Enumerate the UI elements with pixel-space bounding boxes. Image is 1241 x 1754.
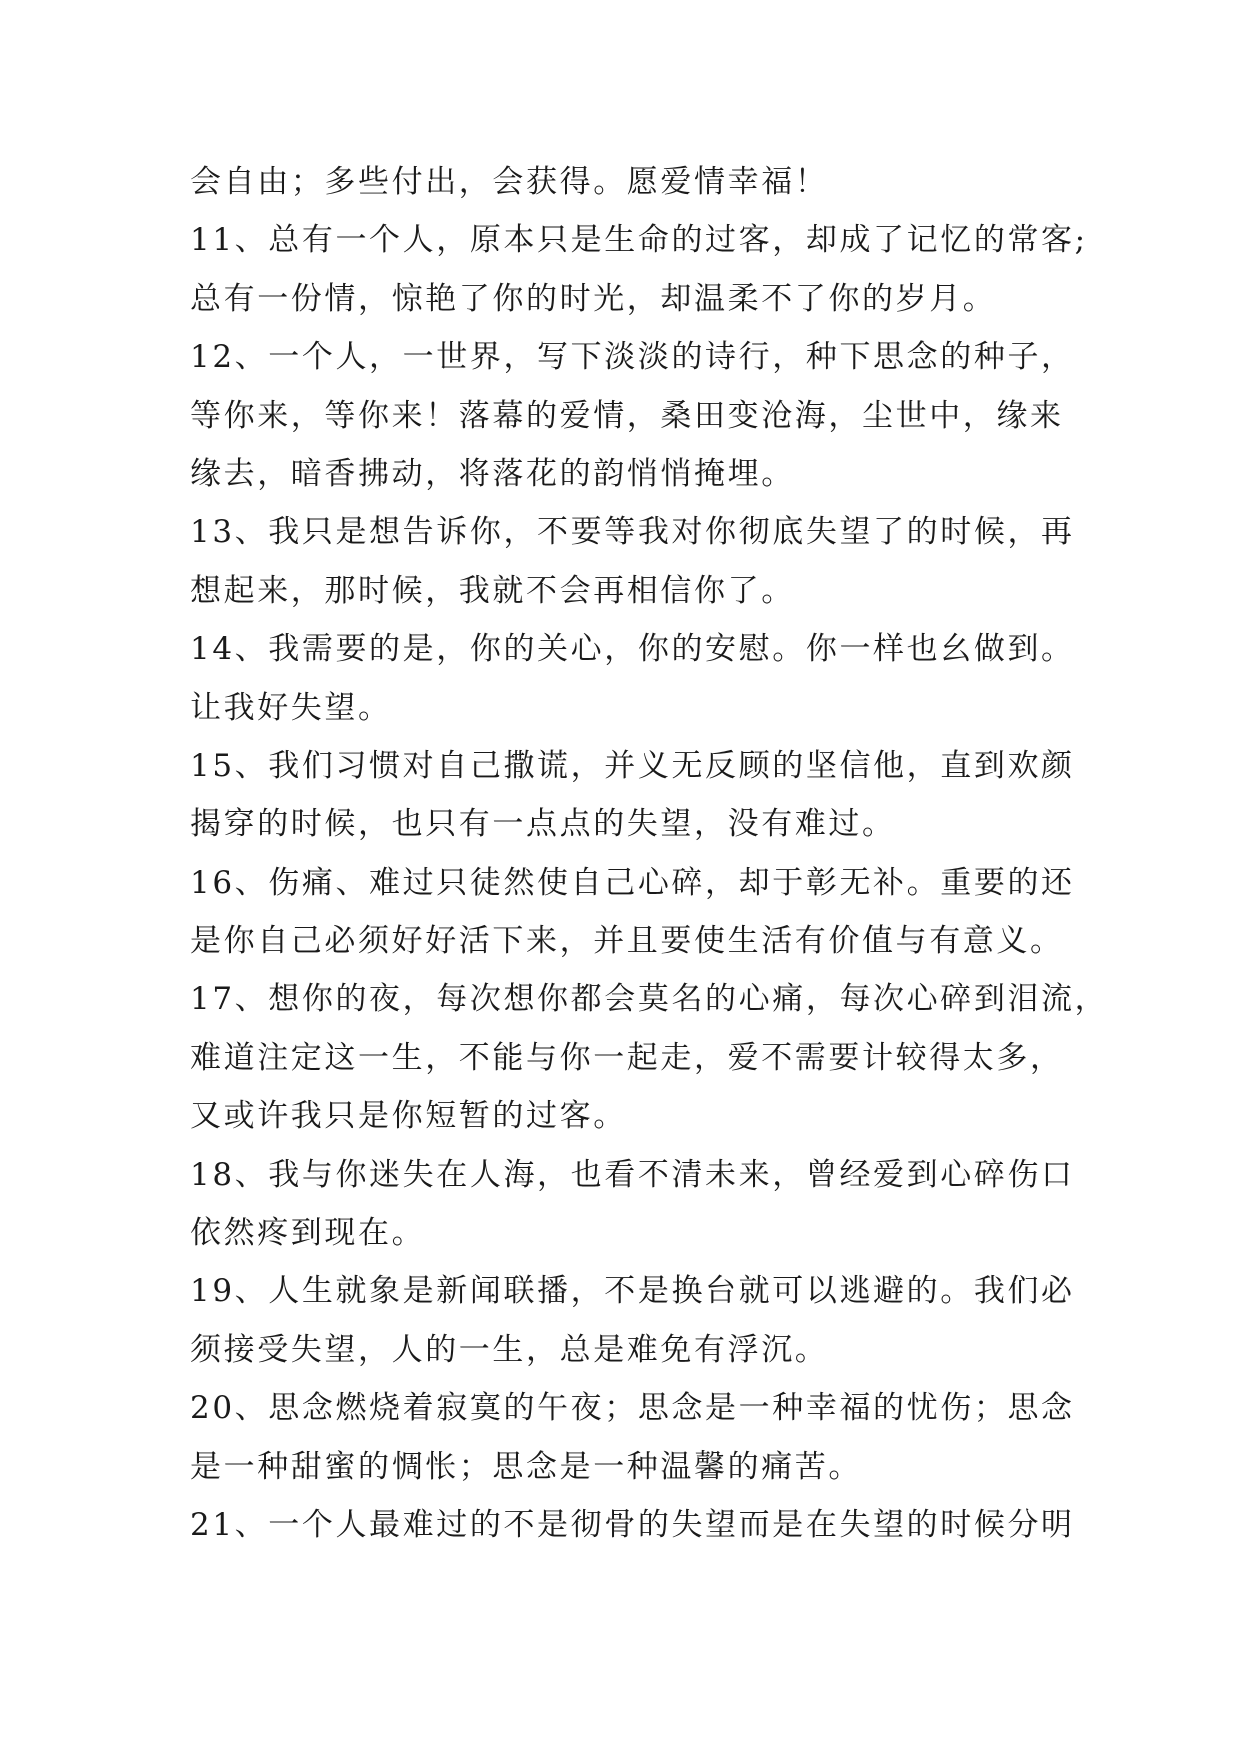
text-line: 14、我需要的是，你的关心，你的安慰。你一样也幺做到。 xyxy=(190,631,1075,668)
text-line: 揭穿的时候，也只有一点点的失望，没有难过。 xyxy=(190,806,896,843)
text-line: 16、伤痛、难过只徒然使自己心碎，却于彰无补。重要的还 xyxy=(190,864,1075,901)
text-line: 是一种甜蜜的惆怅；思念是一种温馨的痛苦。 xyxy=(190,1448,862,1485)
text-line: 难道注定这一生，不能与你一起走，爱不需要计较得太多， xyxy=(190,1039,1064,1076)
document-body xyxy=(190,153,1109,1554)
text-line: 17、想你的夜，每次想你都会莫名的心痛，每次心碎到泪流， xyxy=(190,981,1109,1018)
text-line: 依然疼到现在。 xyxy=(190,1215,426,1252)
text-line: 须接受失望，人的一生，总是难免有浮沉。 xyxy=(190,1331,829,1368)
text-line: 是你自己必须好好活下来，并且要使生活有价值与有意义。 xyxy=(190,923,1064,960)
text-line: 18、我与你迷失在人海，也看不清未来，曾经爱到心碎伤口 xyxy=(190,1156,1075,1193)
text-line: 让我好失望。 xyxy=(190,689,392,726)
text-line: 又或许我只是你短暂的过客。 xyxy=(190,1098,627,1135)
text-line: 缘去，暗香拂动，将落花的韵悄悄掩埋。 xyxy=(190,455,795,492)
text-line: 21、一个人最难过的不是彻骨的失望而是在失望的时候分明 xyxy=(190,1506,1075,1543)
text-line: 会自由；多些付出，会获得。愿爱情幸福！ xyxy=(190,164,829,200)
text-line: 15、我们习惯对自己撒谎，并义无反顾的坚信他，直到欢颜 xyxy=(190,747,1075,784)
text-line: 19、人生就象是新闻联播，不是换台就可以逃避的。我们必 xyxy=(190,1273,1075,1310)
text-line: 20、思念燃烧着寂寞的午夜；思念是一种幸福的忧伤；思念 xyxy=(190,1390,1075,1427)
text-line: 12、一个人，一世界，写下淡淡的诗行，种下思念的种子， xyxy=(190,339,1075,376)
text-line: 13、我只是想告诉你，不要等我对你彻底失望了的时候，再 xyxy=(190,514,1075,551)
text-line: 等你来，等你来！落幕的爱情，桑田变沧海，尘世中，缘来 xyxy=(190,397,1064,434)
text-line: 11、总有一个人，原本只是生命的过客，却成了记忆的常客; xyxy=(190,222,1088,259)
text-line: 总有一份情，惊艳了你的时光，却温柔不了你的岁月。 xyxy=(190,280,997,317)
text-line: 想起来，那时候，我就不会再相信你了。 xyxy=(190,572,795,609)
